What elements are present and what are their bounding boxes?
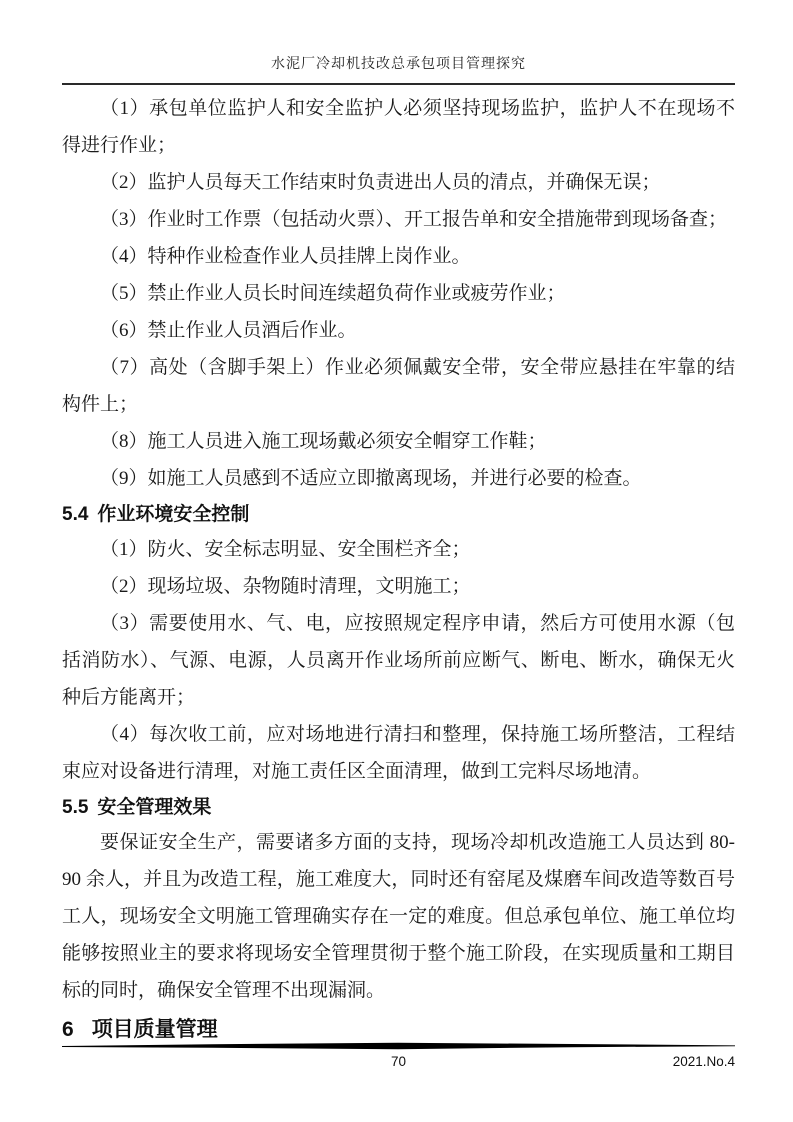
page-number: 70 <box>390 1054 407 1069</box>
list-item-8: （8）施工人员进入施工现场戴必须安全帽穿工作鞋； <box>100 431 547 452</box>
section-heading-5-5 <box>62 794 735 822</box>
env-item-2: （2）现场垃圾、杂物随时清理，文明施工； <box>100 576 471 597</box>
env-item-4: （4）每次收工前，应对场地进行清扫和整理，保持施工场所整洁，工程结束应对设备进行清理，对施工责任区全面清理，做到工完料尽场地清。 <box>62 724 735 782</box>
list-item-3: （3）作业时工作票（包括动火票）、开工报告单和安全措施带到现场备查； <box>100 209 728 230</box>
env-item-1: （1）防火、安全标志明显、安全围栏齐全； <box>100 539 471 560</box>
list-item-6: （6）禁止作业人员酒后作业。 <box>100 320 357 341</box>
list-item-1: （1）承包单位监护人和安全监护人必须坚持现场监护，监护人不在现场不得进行作业； <box>62 98 735 156</box>
issue-label: 2021.No.4 <box>672 1054 735 1069</box>
chapter-title: 项目质量管理 <box>91 1018 218 1041</box>
page-header <box>62 0 735 85</box>
section-heading-5-4 <box>62 501 735 529</box>
list-item-4: （4）特种作业检查作业人员挂牌上岗作业。 <box>100 246 471 267</box>
running-title: 水泥厂冷却机技改总承包项目管理探究 <box>271 57 526 72</box>
list-item-7: （7）高处（含脚手架上）作业必须佩戴安全带，安全带应悬挂在牢靠的结构件上； <box>62 357 735 415</box>
env-item-3: （3）需要使用水、气、电，应按照规定程序申请，然后方可使用水源（包括消防水）、气源、电源，人员离开作业场所前应断气、断电、断水，确保无火种后方能离开； <box>62 613 735 708</box>
page-footer <box>62 1042 735 1071</box>
header-rule <box>62 83 735 85</box>
chapter-number: 6 <box>62 1018 74 1041</box>
section-number: 5.5 <box>62 797 89 818</box>
footer-rule <box>62 1042 735 1050</box>
effect-paragraph: 要保证安全生产，需要诸多方面的支持，现场冷却机改造施工人员达到 80-90 余人，并且为改造工程，施工难度大，同时还有窑尾及煤磨车间改造等数百号工人，现场安全文明施工管理确实存在一定的难度。但总承包单位、施工单位均能够按照业主的要求将现场安全管理贯彻于整个施工阶段，在实现质量和工期目标的同时，确保安全管理不出现漏洞。 <box>62 832 735 1001</box>
chapter-heading-6 <box>62 1015 735 1045</box>
section-title: 作业环境安全控制 <box>97 504 250 525</box>
list-item-5: （5）禁止作业人员长时间连续超负荷作业或疲劳作业； <box>100 283 566 304</box>
section-title: 安全管理效果 <box>97 797 212 818</box>
list-item-9: （9）如施工人员感到不适应立即撤离现场，并进行必要的检查。 <box>100 468 642 489</box>
list-item-2: （2）监护人员每天工作结束时负责进出人员的清点，并确保无误； <box>100 172 661 193</box>
footer-row <box>62 1053 735 1071</box>
document-body <box>62 90 735 1045</box>
section-number: 5.4 <box>62 504 89 525</box>
